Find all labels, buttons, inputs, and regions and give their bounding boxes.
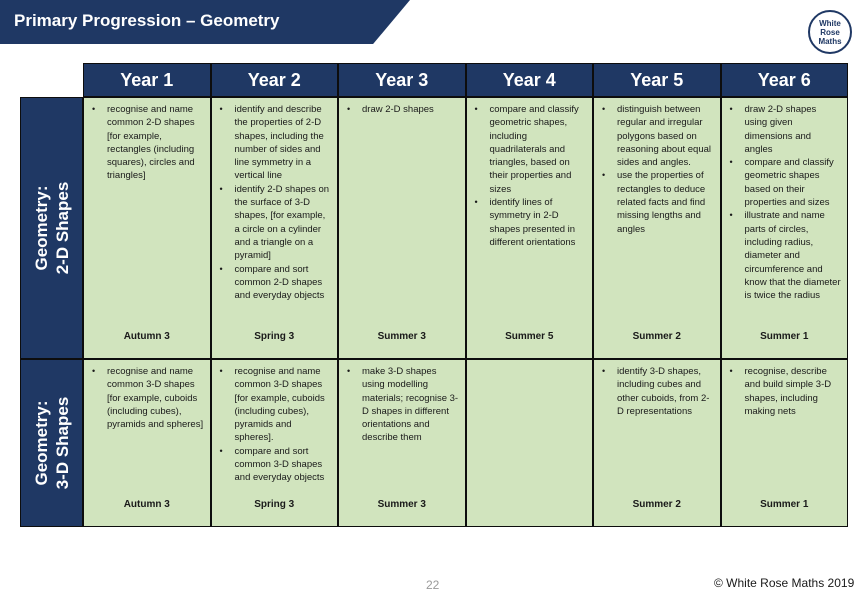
bullet-item: • compare and sort common 3-D shapes and everyday objects	[235, 445, 332, 485]
row-header-line-2: 2-D Shapes	[52, 181, 72, 275]
row-header-line-1: Geometry:	[31, 185, 51, 271]
table-cell	[83, 97, 211, 359]
table-cell	[721, 97, 849, 359]
bullet-item: • recognise and name common 2-D shapes [for example, rectangles (including squares), circles and triangles]	[107, 103, 204, 183]
bullet-item: • identify 3-D shapes, including cubes and other cuboids, from 2-D representations	[617, 365, 714, 418]
term-label: Spring 3	[254, 331, 295, 342]
table-cell	[211, 359, 339, 527]
white-rose-maths-logo	[808, 10, 852, 54]
bullet-list	[218, 103, 332, 302]
term-label: Autumn 3	[123, 499, 170, 510]
bullet-list	[473, 103, 587, 249]
year-header: Year 3	[338, 63, 466, 97]
row-header-2d-shapes	[20, 97, 83, 359]
bullet-item: • recognise and name common 3-D shapes [for example, cuboids (including cubes), pyramids and spheres].	[235, 365, 332, 445]
year-header: Year 6	[721, 63, 849, 97]
logo-line-3: Maths	[818, 36, 842, 46]
term-label: Summer 2	[632, 331, 681, 342]
table-cell	[593, 359, 721, 527]
term-label: Autumn 3	[123, 331, 170, 342]
row-header-3d-shapes	[20, 359, 83, 527]
term-label: Spring 3	[254, 499, 295, 510]
year-header: Year 1	[83, 63, 211, 97]
table-cell	[338, 97, 466, 359]
table-cell	[721, 359, 849, 527]
bullet-item: • draw 2-D shapes	[362, 103, 459, 116]
table-cell	[466, 359, 594, 527]
term-label: Summer 3	[377, 499, 426, 510]
bullet-list	[600, 103, 714, 236]
year-header: Year 5	[593, 63, 721, 97]
bullet-item: • compare and classify geometric shapes based on their properties and sizes	[745, 156, 842, 209]
table-cell	[593, 97, 721, 359]
row-header-line-2: 3-D Shapes	[52, 396, 72, 490]
bullet-list	[90, 103, 204, 183]
page-title: Primary Progression – Geometry	[14, 11, 280, 30]
term-label: Summer 5	[505, 331, 554, 342]
bullet-item: • make 3-D shapes using modelling materials; recognise 3-D shapes in different orientations and describe them	[362, 365, 459, 445]
bullet-list	[600, 365, 714, 418]
table-cell	[338, 359, 466, 527]
bullet-item: • illustrate and name parts of circles, including radius, diameter and circumference and know that the diameter is twice the radius	[745, 209, 842, 302]
bullet-item: • recognise and name common 3-D shapes [for example, cuboids (including cubes), pyramids and spheres]	[107, 365, 204, 431]
bullet-item: • distinguish between regular and irregular polygons based on reasoning about equal sides and angles.	[617, 103, 714, 169]
progression-table	[20, 63, 848, 527]
page-number: 22	[426, 578, 440, 592]
row-header-line-1: Geometry:	[31, 400, 51, 486]
bullet-list	[90, 365, 204, 431]
bullet-list	[728, 365, 842, 418]
table-cell	[83, 359, 211, 527]
bullet-item: • use the properties of rectangles to deduce related facts and find missing lengths and angles	[617, 169, 714, 235]
term-label: Summer 1	[760, 331, 809, 342]
bullet-item: • draw 2-D shapes using given dimensions and angles	[745, 103, 842, 156]
bullet-list	[728, 103, 842, 302]
bullet-list	[345, 365, 459, 445]
table-corner	[20, 63, 83, 97]
term-label: Summer 1	[760, 499, 809, 510]
bullet-list	[345, 103, 459, 116]
bullet-item: • compare and sort common 2-D shapes and everyday objects	[235, 263, 332, 303]
bullet-item: • identify 2-D shapes on the surface of 3-D shapes, [for example, a circle on a cylinder and a triangle on a pyramid]	[235, 183, 332, 263]
bullet-item: • recognise, describe and build simple 3-D shapes, including making nets	[745, 365, 842, 418]
bullet-list	[218, 365, 332, 485]
logo-line-2: Rose	[820, 27, 840, 37]
term-label: Summer 3	[377, 331, 426, 342]
bullet-item: • identify lines of symmetry in 2-D shapes presented in different orientations	[490, 196, 587, 249]
year-header: Year 2	[211, 63, 339, 97]
table-cell	[211, 97, 339, 359]
bullet-item: • identify and describe the properties of 2-D shapes, including the number of sides and line symmetry in a vertical line	[235, 103, 332, 183]
year-header: Year 4	[466, 63, 594, 97]
term-label: Summer 2	[632, 499, 681, 510]
logo-line-1: White	[819, 18, 841, 28]
bullet-item: • compare and classify geometric shapes, including quadrilaterals and triangles, based on their properties and sizes	[490, 103, 587, 196]
table-cell	[466, 97, 594, 359]
copyright-notice: © White Rose Maths 2019	[714, 576, 855, 590]
